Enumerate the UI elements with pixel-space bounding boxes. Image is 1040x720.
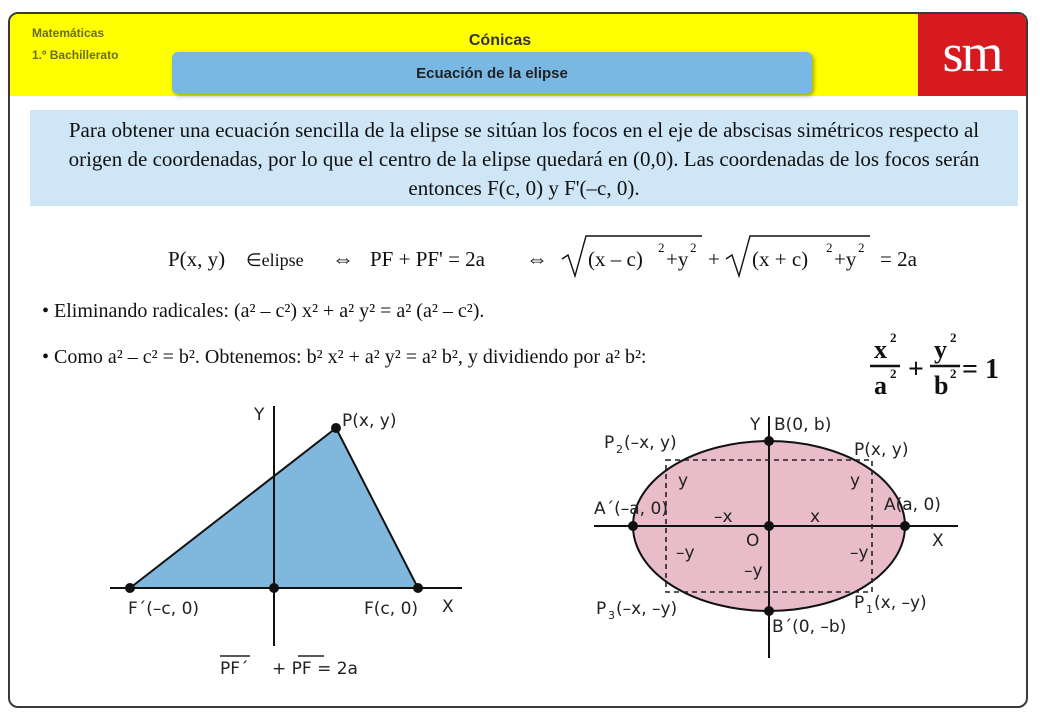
bullet-como: • Como a² – c² = b². Obtenemos: b² x² + a² y² = a² b², y dividiendo por a² b²: (42, 346, 647, 368)
vertex-b-prime-point (764, 606, 774, 616)
focus-right-point (413, 583, 423, 593)
vertex-a-point (900, 521, 910, 531)
formula-point: P(x, y) (168, 247, 226, 271)
a-label: A(a, 0) (884, 495, 941, 515)
origin-point (269, 583, 279, 593)
formula-plus: + (708, 247, 720, 271)
focus-right-label: F(c, 0) (364, 599, 419, 619)
vertex-a-prime-point (628, 521, 638, 531)
b-bottom-label: B´(0, –b) (772, 617, 847, 637)
eq-b: b (934, 371, 949, 400)
p1-label-p: P (854, 593, 865, 613)
caption-rest: + PF = 2a (272, 659, 358, 679)
radical-2-term: (x + c) (752, 247, 809, 271)
bullet-eliminando: • Eliminando radicales: (a² – c²) x² + a² y² = a² (a² – c²). (42, 300, 485, 322)
focus-left-point (125, 583, 135, 593)
formula-iff-2: ⇔ (526, 246, 548, 271)
p-label: P(x, y) (854, 440, 909, 460)
b-top-label: B(0, b) (774, 415, 832, 435)
course-label: 1.º Bachillerato (32, 48, 119, 62)
formula-iff-1: ⇔ (332, 246, 354, 271)
eq-equals-one: = 1 (962, 354, 999, 385)
p3-label-rest: (–x, –y) (616, 599, 678, 619)
eq-y-exp: 2 (950, 330, 957, 345)
point-p (331, 423, 341, 433)
p1-label-idx: 1 (866, 603, 873, 616)
eq-b-exp: 2 (950, 366, 957, 381)
formula-in-elipse: ∈elipse (246, 250, 304, 270)
label-neg-y-right: –y (850, 543, 869, 563)
radical-2-y2: +y (834, 247, 857, 271)
sm-logo: sm (918, 14, 1026, 96)
label-neg-x: –x (714, 507, 733, 527)
eq-plus: + (908, 354, 924, 385)
radical-2-exp: 2 (826, 240, 833, 255)
label-x: x (810, 507, 821, 527)
right-axis-x-label: X (932, 531, 944, 551)
radical-1-exp: 2 (658, 240, 665, 255)
ellipse-standard-equation (856, 322, 1016, 404)
eq-a-exp: 2 (890, 366, 897, 381)
a-prime-label: A´(–a, 0) (594, 499, 668, 519)
foci-triangle-figure (102, 396, 482, 686)
p3-label-p: P (596, 599, 607, 619)
ellipse-definition-formula (160, 226, 940, 280)
p2-label-idx: 2 (616, 443, 623, 456)
ellipse-figure (580, 398, 990, 660)
left-axis-x-label: X (442, 597, 454, 617)
label-neg-y-center: –y (744, 561, 763, 581)
formula-rhs: = 2a (880, 247, 917, 271)
label-y-left: y (678, 471, 689, 491)
eq-y: y (934, 335, 947, 364)
origin-label: O (746, 531, 760, 551)
left-axis-y-label: Y (254, 405, 265, 425)
label-neg-y-left: –y (676, 543, 695, 563)
vertex-b-point (764, 436, 774, 446)
focus-left-label: F´(–c, 0) (128, 599, 200, 619)
radical-1-y2: +y (666, 247, 689, 271)
section-title: Ecuación de la elipse (172, 52, 812, 94)
eq-a: a (874, 371, 887, 400)
center-point (764, 521, 774, 531)
p3-label-idx: 3 (608, 609, 615, 622)
radical-1-y-exp: 2 (690, 240, 697, 255)
eq-x-exp: 2 (890, 330, 897, 345)
p2-label-p: P (604, 433, 615, 453)
formula-sum: PF + PF' = 2a (370, 247, 486, 271)
left-point-p-label: P(x, y) (342, 411, 397, 431)
p1-label-rest: (x, –y) (874, 593, 927, 613)
chapter-title: Cónicas (468, 32, 532, 49)
label-y-right: y (850, 471, 861, 491)
radical-2-y-exp: 2 (858, 240, 865, 255)
eq-x: x (874, 335, 887, 364)
intro-paragraph: Para obtener una ecuación sencilla de la elipse se sitúan los focos en el eje de abscisas simétricos respecto al origen de coordenadas, por lo que el centro de la elipse quedará en (0,0). Las coordenadas de los focos serán entonces F(c, 0) y F'(–c, 0). (30, 110, 1018, 206)
caption-pf1: PF´ (220, 659, 249, 679)
radical-1-term: (x – c) (588, 247, 643, 271)
p2-label-rest: (–x, y) (624, 433, 677, 453)
right-axis-y-label: Y (750, 415, 761, 435)
subject-label: Matemáticas (32, 26, 105, 40)
